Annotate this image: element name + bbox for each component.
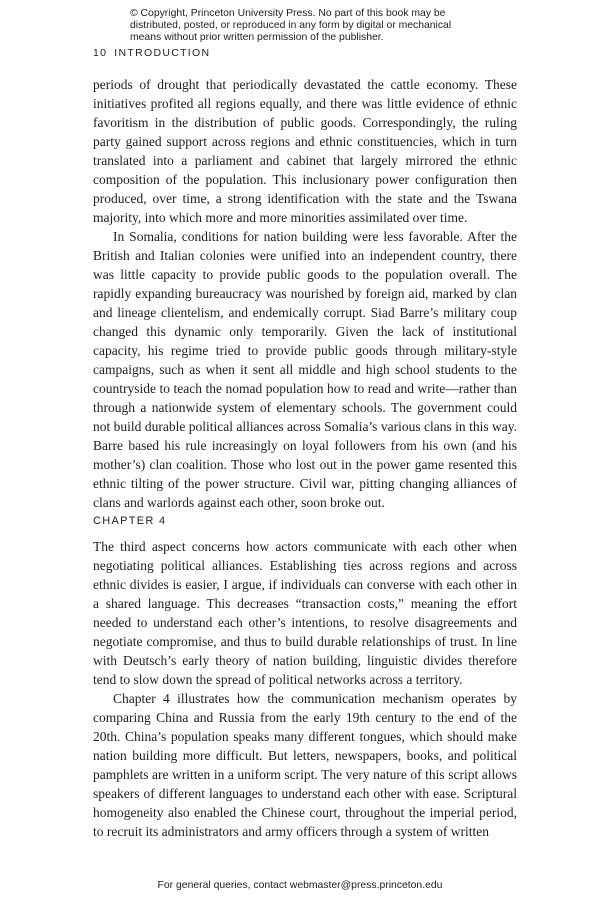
copyright-notice [130, 8, 490, 44]
footer-contact: For general queries, contact webmaster@press.princeton.edu [157, 880, 443, 891]
paragraph: periods of drought that periodically devastated the cattle economy. These initiatives profited all regions equally, and there was little evidence of ethnic favoritism in the distribution of public goods. Correspondingly, the ruling party gained support across regions and ethnic constituencies, which in turn translated into a parliament and cabinet that largely mirrored the ethnic composition of the population. This inclusionary power configuration then produced, over time, a strong identification with the state and the Tswana majority, into which more and more minorities assimilated over time. [93, 77, 517, 225]
paragraph: Chapter 4 illustrates how the communication mechanism operates by comparing China and Russia from the early 19th century to the end of the 20th. China’s population speaks many different tongues, which should make nation building more difficult. But letters, newspapers, books, and political pamphlets are written in a uniform script. The very nature of this script allows speakers of different languages to understand each other with ease. Scriptural homogeneity also enabled the Chinese court, throughout the imperial period, to recruit its administrators and army officers through a system of written [93, 691, 517, 839]
copyright-line: means without prior written permission of the publisher. [130, 32, 384, 43]
page-number: 10 [93, 47, 108, 59]
body-text-upper [93, 75, 517, 512]
paragraph: In Somalia, conditions for nation building were less favorable. After the British and Italian colonies were unified into an independent country, there was little capacity to provide public goods to the population overall. The rapidly expanding bureaucracy was nourished by foreign aid, marked by clan and lineage clientelism, and endemically corrupt. Siad Barre’s military coup changed this dynamic only temporarily. Given the lack of institutional capacity, his regime tried to provide public goods through military-style campaigns, such as when it sent all middle and high school students to the countryside to teach the nomad population how to read and write—rather than through a nationwide system of elementary schools. The government could not build durable political alliances across Somalia’s various clans in this way. Barre based his rule increasingly on loyal followers from his own (and his mother’s) clan coalition. Those who lost out in the power game resented this ethnic tilting of the power structure. Civil war, pitting changing alliances of clans and warlords against each other, soon broke out. [93, 229, 517, 510]
running-head [93, 47, 210, 59]
chapter-heading: CHAPTER 4 [93, 515, 167, 527]
copyright-line: © Copyright, Princeton University Press. No part of this book may be [130, 8, 446, 19]
section-title: INTRODUCTION [114, 47, 211, 59]
body-text-lower [93, 537, 517, 841]
paragraph: The third aspect concerns how actors communicate with each other when negotiating political alliances. Establishing ties across regions and across ethnic divides is easier, I argue, if individuals can converse with each other in a shared language. This decreases “transaction costs,” meaning the effort needed to understand each other’s intentions, to resolve disagreements and negotiate compromise, and thus to build durable relationships of trust. In line with Deutsch’s early theory of nation building, linguistic divides therefore tend to slow down the spread of political networks across a territory. [93, 539, 517, 687]
copyright-line: distributed, posted, or reproduced in any form by digital or mechanical [130, 20, 452, 31]
